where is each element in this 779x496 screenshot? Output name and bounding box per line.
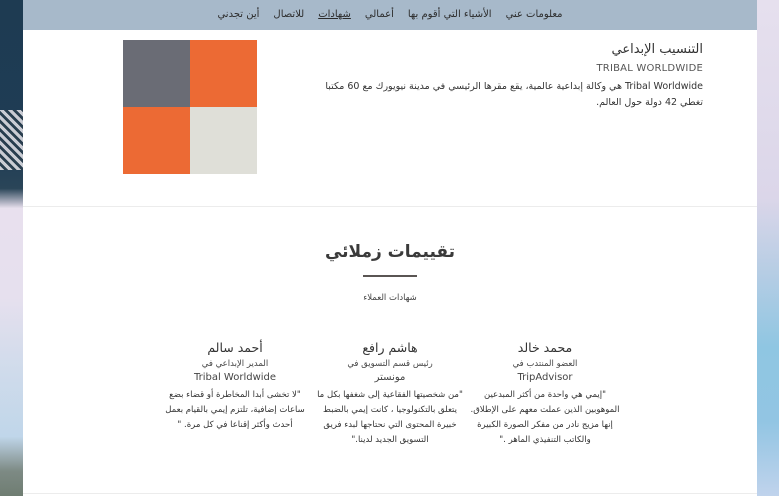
testimonial-company: Tribal Worldwide <box>193 372 277 383</box>
testimonial-name: محمد خالد <box>517 340 573 355</box>
nav-item-testimonials[interactable]: شهادات <box>318 9 351 20</box>
testimonial-card <box>315 340 465 470</box>
testimonial-cards <box>160 340 620 470</box>
nav-item-portfolio[interactable]: أعمالي <box>364 9 394 20</box>
testimonial-quote: "إيمي هي واحدة من أكثر المبدعين الموهوبين الذين عملت معهم على الإطلاق. إنها مزيج نادر من مفكر الصورة الكبيرة والكاتب التنفيذي الماهر ." <box>470 390 620 445</box>
background-photo-left <box>0 0 23 496</box>
colleagues-section <box>23 208 757 494</box>
agency-logo <box>123 40 257 174</box>
agency-info <box>303 42 703 111</box>
testimonial-company: TripAdvisor <box>517 372 573 383</box>
logo-square-orange-bottom <box>123 107 190 174</box>
agency-subtitle: TRIBAL WORLDWIDE <box>596 63 703 74</box>
agency-section <box>23 30 757 207</box>
background-photo-right <box>757 0 779 496</box>
testimonial-company: مونستر <box>374 372 406 383</box>
logo-square-light <box>190 107 257 174</box>
testimonial-quote: "من شخصيتها الفقاعية إلى شغفها بكل ما يتعلق بالتكنولوجيا ، كانت إيمي بالضبط خبيرة المحتوى التي نحتاجها لبدء فريق التسويق الجديد لدينا." <box>317 390 463 445</box>
agency-title: التنسيب الإبداعي <box>611 42 703 57</box>
nav-item-contact[interactable]: للاتصال <box>273 9 305 20</box>
content-panel <box>23 0 757 496</box>
testimonial-card <box>470 340 620 470</box>
nav-item-services[interactable]: الأشياء التي أقوم بها <box>407 9 492 20</box>
testimonial-role: رئيس قسم التسويق في <box>347 359 433 369</box>
testimonial-name: هاشم رافع <box>362 340 418 355</box>
testimonial-role: المدير الإبداعي في <box>201 359 269 369</box>
testimonial-quote: "لا تخشى أبدا المخاطرة أو قضاء بضع ساعات إضافية، تلتزم إيمي بالقيام بعمل أحدث وأكثر إقناعا في كل مرة. " <box>165 390 305 430</box>
testimonial-name: أحمد سالم <box>207 340 263 355</box>
logo-square-gray <box>123 40 190 107</box>
nav-item-find-me[interactable]: أين تجدني <box>217 9 260 20</box>
title-underline-divider <box>363 275 417 277</box>
testimonial-role: العضو المنتدب في <box>512 359 578 369</box>
top-navigation <box>23 0 757 30</box>
logo-square-orange-top <box>190 40 257 107</box>
testimonial-card <box>160 340 310 470</box>
agency-description: Tribal Worldwide هي وكالة إبداعية عالمية، يقع مقرها الرئيسي في مدينة نيويورك مع 60 مكتبا تغطي 42 دولة حول العالم. <box>325 81 703 108</box>
section-subtitle: شهادات العملاء <box>363 293 417 303</box>
nav-item-about[interactable]: معلومات عني <box>505 9 563 20</box>
bridge-tower-image <box>0 110 23 170</box>
section-title: تقييمات زملائي <box>324 242 456 262</box>
